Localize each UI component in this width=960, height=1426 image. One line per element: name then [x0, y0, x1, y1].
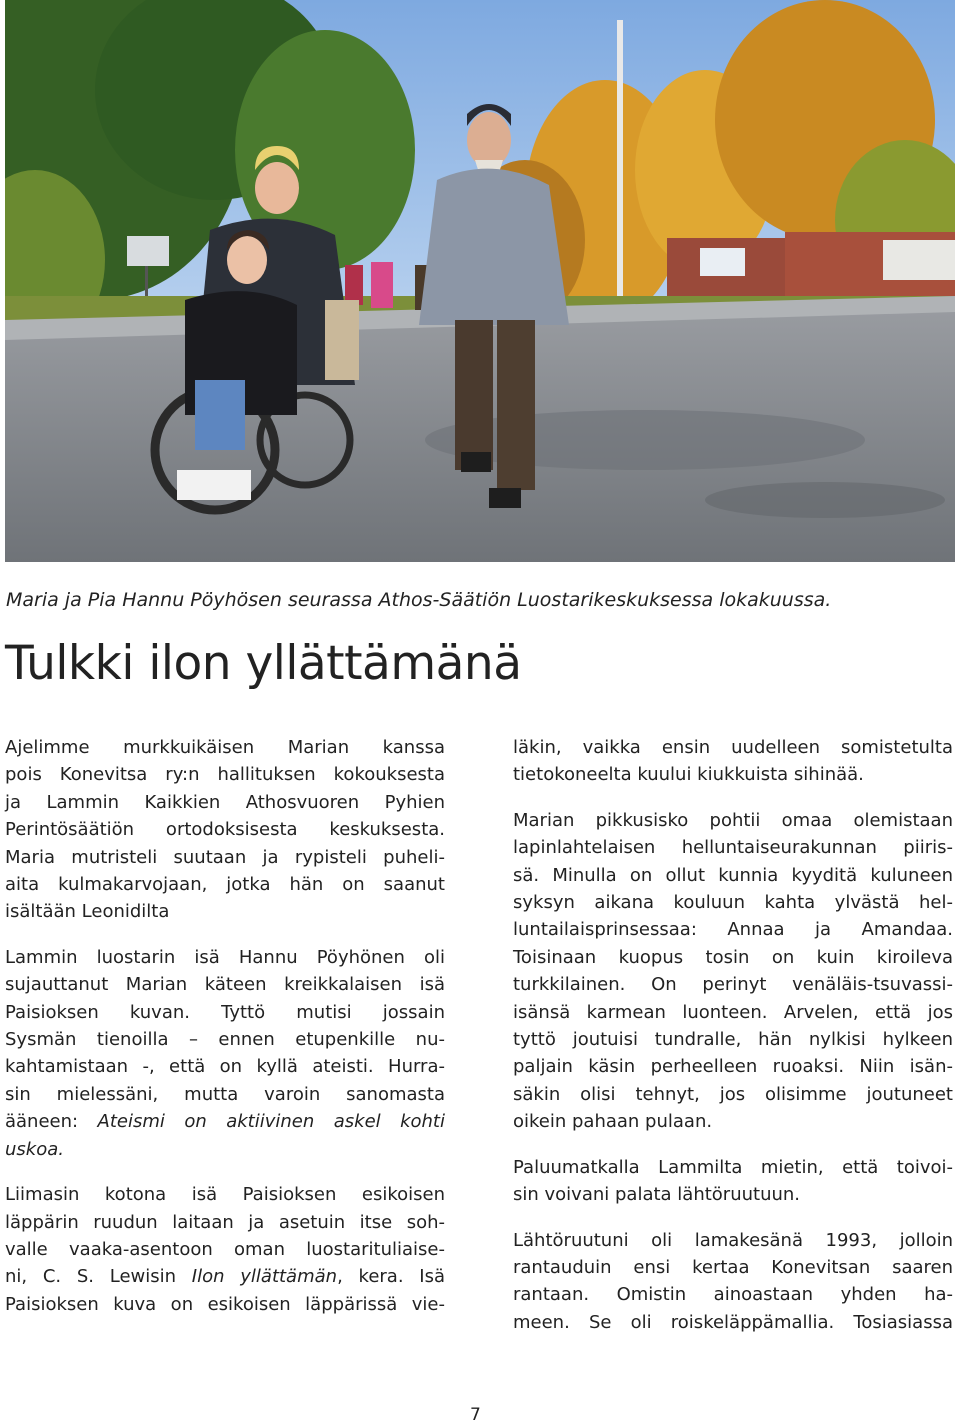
- text-line: Lähtöruutuni oli lamakesänä 1993, jolloin: [513, 1229, 953, 1251]
- text-line: syksyn aikana kouluun kahta ylvästä hel-: [513, 892, 953, 914]
- text-line: Perintösäätiön ortodoksisesta keskuksesta.: [5, 819, 445, 841]
- page-number: 7: [470, 1405, 481, 1425]
- text-line: [5, 1136, 445, 1163]
- text-line: paljain käsin perheelleen ruoaksi. Niin isän-: [513, 1056, 953, 1078]
- book-title: Ilon yllättämän: [191, 1266, 338, 1288]
- text-line: sujauttanut Marian käteen kreikkalaisen isä: [5, 974, 445, 996]
- text-line: luntailaisprinsessaa: Annaa ja Amandaa.: [513, 919, 953, 941]
- paragraph: [5, 944, 445, 1163]
- text-line: pois Konevitsa ry:n hallituksen kokouksesta: [5, 764, 445, 786]
- text-line: läkin, vaikka ensin uudelleen somistetulta: [513, 737, 953, 758]
- text-line: sin voivani palata lähtöruutuun.: [513, 1184, 801, 1206]
- text-line: Paisioksen kuva on esikoisen läppärissä vie-: [5, 1293, 445, 1315]
- text-line: tietokoneelta kuului kiukkuista sihinää.: [513, 764, 864, 786]
- text-line: [5, 1108, 445, 1135]
- text-fragment: ääneen:: [5, 1111, 98, 1133]
- text-line: lapinlahtelaisen helluntaiseurakunnan piiris-: [513, 837, 953, 859]
- text-line: Liimasin kotona isä Paisioksen esikoisen: [5, 1184, 445, 1206]
- paragraph: [513, 807, 953, 1136]
- text-line: Paluumatkalla Lammilta mietin, että toivoi-: [513, 1156, 953, 1178]
- photo-people-walking-icon: [5, 0, 955, 562]
- text-line: Paisioksen kuvan. Tyttö mutisi jossain: [5, 1001, 445, 1023]
- text-fragment: ni, C. S. Lewisin: [5, 1266, 192, 1288]
- text-line: säkin olisi tehnyt, jos olisimme joutuneet: [513, 1083, 953, 1105]
- text-line: Maria mutristeli suutaan ja rypisteli puheli-: [5, 846, 445, 868]
- text-line: kahtamistaan -, että on kyllä ateisti. Hurra-: [5, 1056, 445, 1078]
- text-line: meen. Se oli roiskeläppämallia. Tosiasiassa: [513, 1311, 953, 1333]
- text-line: isänsä karmean luonteen. Arvelen, että jos: [513, 1001, 953, 1023]
- paragraph: [513, 1227, 953, 1337]
- text-line: ja Lammin Kaikkien Athosvuoren Pyhien: [5, 791, 445, 813]
- text-line: rantauduin ensi kertaa Konevitsan saaren: [513, 1256, 953, 1278]
- paragraph: [513, 734, 953, 789]
- text-line: turkkilainen. On perinyt venäläis-tsuvassi-: [513, 974, 953, 996]
- article-photo: [5, 0, 955, 562]
- paragraph: [5, 734, 445, 926]
- text-line: Lammin luostarin isä Hannu Pöyhönen oli: [5, 946, 445, 968]
- photo-caption: Maria ja Pia Hannu Pöyhösen seurassa Athos-Säätiön Luostarikeskuksessa lokakuussa.: [6, 589, 832, 611]
- right-column: [513, 734, 953, 1354]
- article-headline: Tulkki ilon yllättämänä: [5, 636, 522, 691]
- text-line: läppärin ruudun laitaan ja asetuin itse soh-: [5, 1211, 445, 1233]
- text-line: Toisinaan kuopus tosin on kuin kiroileva: [513, 946, 953, 968]
- text-line: aita kulmakarvojaan, jotka hän on saanut: [5, 874, 445, 896]
- text-line: rantaan. Omistin ainoastaan yhden ha-: [513, 1284, 953, 1306]
- text-line: isältään Leonidilta: [5, 901, 170, 923]
- italic-quote: uskoa.: [5, 1138, 64, 1160]
- text-line: Marian pikkusisko pohtii omaa olemistaan: [513, 809, 953, 831]
- text-line: valle vaaka-asentoon oman luostarituliaise-: [5, 1238, 445, 1260]
- text-line: Ajelimme murkkuikäisen Marian kanssa: [5, 737, 445, 758]
- text-line: tyttö joutuisi tundralle, hän nylkisi hylkeen: [513, 1029, 953, 1051]
- text-line: Sysmän tienoilla – ennen etupenkille nu-: [5, 1029, 445, 1051]
- paragraph: [5, 1181, 445, 1318]
- paragraph: [513, 1154, 953, 1209]
- text-line: [5, 1263, 445, 1290]
- text-line: sä. Minulla on ollut kunnia kyyditä kuluneen: [513, 864, 953, 886]
- italic-quote: Ateismi on aktiivinen askel kohti: [97, 1111, 445, 1133]
- text-line: oikein pahaan pulaan.: [513, 1111, 713, 1133]
- text-fragment: , kera. Isä: [337, 1266, 445, 1288]
- left-column: [5, 734, 445, 1336]
- text-line: sin mielessäni, mutta varoin sanomasta: [5, 1083, 445, 1105]
